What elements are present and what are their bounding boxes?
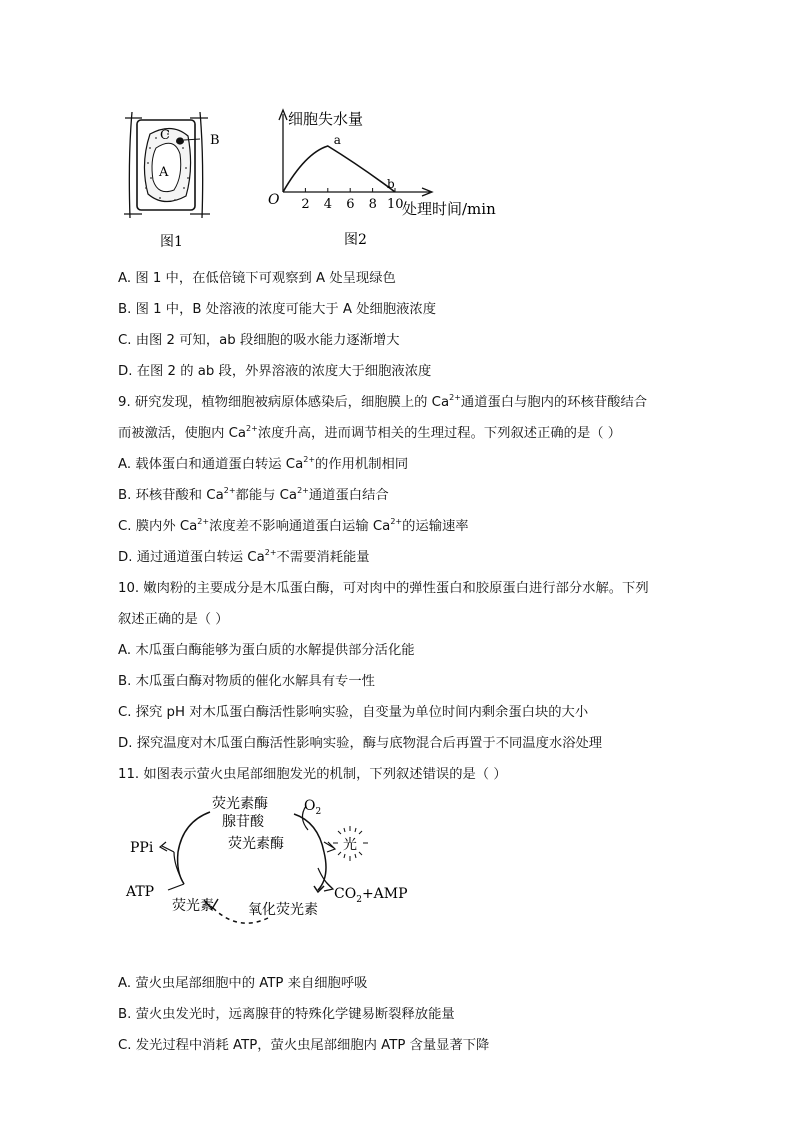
figure-3-firefly-cycle: [118, 792, 438, 932]
fig1-label-c: C: [160, 128, 170, 143]
fig2-x-tick-label: 4: [323, 197, 333, 212]
fig2-curve: [283, 146, 395, 192]
fig2-y-axis-label: 细胞失水量: [288, 110, 364, 128]
fig3-luciferin: 荧光素: [172, 898, 214, 914]
q8-option-d: D. 在图 2 的 ab 段，外界溶液的浓度大于细胞液浓度: [118, 364, 432, 379]
fig3-atp: ATP: [126, 884, 155, 900]
q10-stem-line-2: 叙述正确的是（ ）: [118, 612, 229, 627]
fig3-co2-amp: $CO_2+AMP$: [334, 886, 408, 905]
figure-2-chart: [262, 104, 532, 254]
fig1-label-a: A: [159, 165, 169, 180]
q8-option-a: A. 图 1 中，在低倍镜下可观察到 A 处呈现绿色: [118, 271, 396, 286]
q9-option-c: C. 膜内外 $Ca^{2+}$浓度差不影响通道蛋白运输 $Ca^{2+}$的运输速率: [118, 517, 469, 534]
q10-option-b: B. 木瓜蛋白酶对物质的催化水解具有专一性: [118, 674, 375, 689]
q11-option-a: A. 萤火虫尾部细胞中的 ATP 来自细胞呼吸: [118, 976, 368, 991]
fig2-caption: 图2: [344, 232, 367, 248]
fig2-point-b-label: b: [387, 177, 395, 191]
q9-option-a: A. 载体蛋白和通道蛋白转运 $Ca^{2+}$的作用机制相同: [118, 455, 409, 472]
fig3-adenosine: 腺苷酸: [222, 814, 264, 830]
fig3-ppi: PPi: [130, 840, 154, 856]
fig2-origin-label: O: [268, 192, 280, 208]
q11-stem: 11. 如图表示萤火虫尾部细胞发光的机制，下列叙述错误的是（ ）: [118, 767, 507, 782]
fig2-x-tick-label: 10: [387, 197, 404, 212]
fig3-light: 光: [343, 837, 357, 853]
q9-stem-line-2: 而被激活，使胞内 $Ca^{2+}$浓度升高，进而调节相关的生理过程。下列叙述正确的是（ ）: [118, 424, 622, 441]
q8-option-c: C. 由图 2 可知，ab 段细胞的吸水能力逐渐增大: [118, 333, 400, 348]
fig2-x-tick-label: 6: [346, 197, 355, 212]
figure-1-cell: [120, 108, 230, 253]
q11-option-c: C. 发光过程中消耗 ATP，萤火虫尾部细胞内 ATP 含量显著下降: [118, 1038, 490, 1053]
q11-option-b: B. 萤火虫发光时，远离腺苷的特殊化学键易断裂释放能量: [118, 1007, 455, 1022]
q10-stem-line-1: 10. 嫩肉粉的主要成分是木瓜蛋白酶，可对肉中的弹性蛋白和胶原蛋白进行部分水解。下列: [118, 581, 649, 596]
q9-option-b: B. 环核苷酸和 $Ca^{2+}$都能与 $Ca^{2+}$通道蛋白结合: [118, 486, 389, 503]
fig1-caption: 图1: [160, 234, 183, 250]
fig3-o2: $O_2$: [304, 798, 322, 817]
fig3-enzyme-inner: 荧光素酶: [228, 836, 284, 852]
q10-option-c: C. 探究 pH 对木瓜蛋白酶活性影响实验，自变量为单位时间内剩余蛋白块的大小: [118, 705, 589, 720]
q10-option-a: A. 木瓜蛋白酶能够为蛋白质的水解提供部分活化能: [118, 643, 415, 658]
fig1-label-b: B: [210, 133, 220, 148]
fig3-oxyluciferin: 氧化荧光素: [248, 902, 318, 918]
fig2-x-tick-label: 2: [301, 197, 310, 212]
q8-option-b: B. 图 1 中，B 处溶液的浓度可能大于 A 处细胞液浓度: [118, 302, 437, 317]
fig2-point-a-label: a: [333, 133, 341, 147]
q9-option-d: D. 通过通道蛋白转运 $Ca^{2+}$不需要消耗能量: [118, 548, 370, 565]
q10-option-d: D. 探究温度对木瓜蛋白酶活性影响实验，酶与底物混合后再置于不同温度水浴处理: [118, 736, 603, 751]
fig3-enzyme-top: 荧光素酶: [212, 796, 268, 812]
fig2-x-axis-label: 处理时间/min: [402, 200, 496, 218]
q9-stem-line-1: 9. 研究发现，植物细胞被病原体感染后，细胞膜上的 $Ca^{2+}$通道蛋白与胞内的环核苷酸结合: [118, 393, 648, 410]
fig2-x-tick-label: 8: [368, 197, 377, 212]
